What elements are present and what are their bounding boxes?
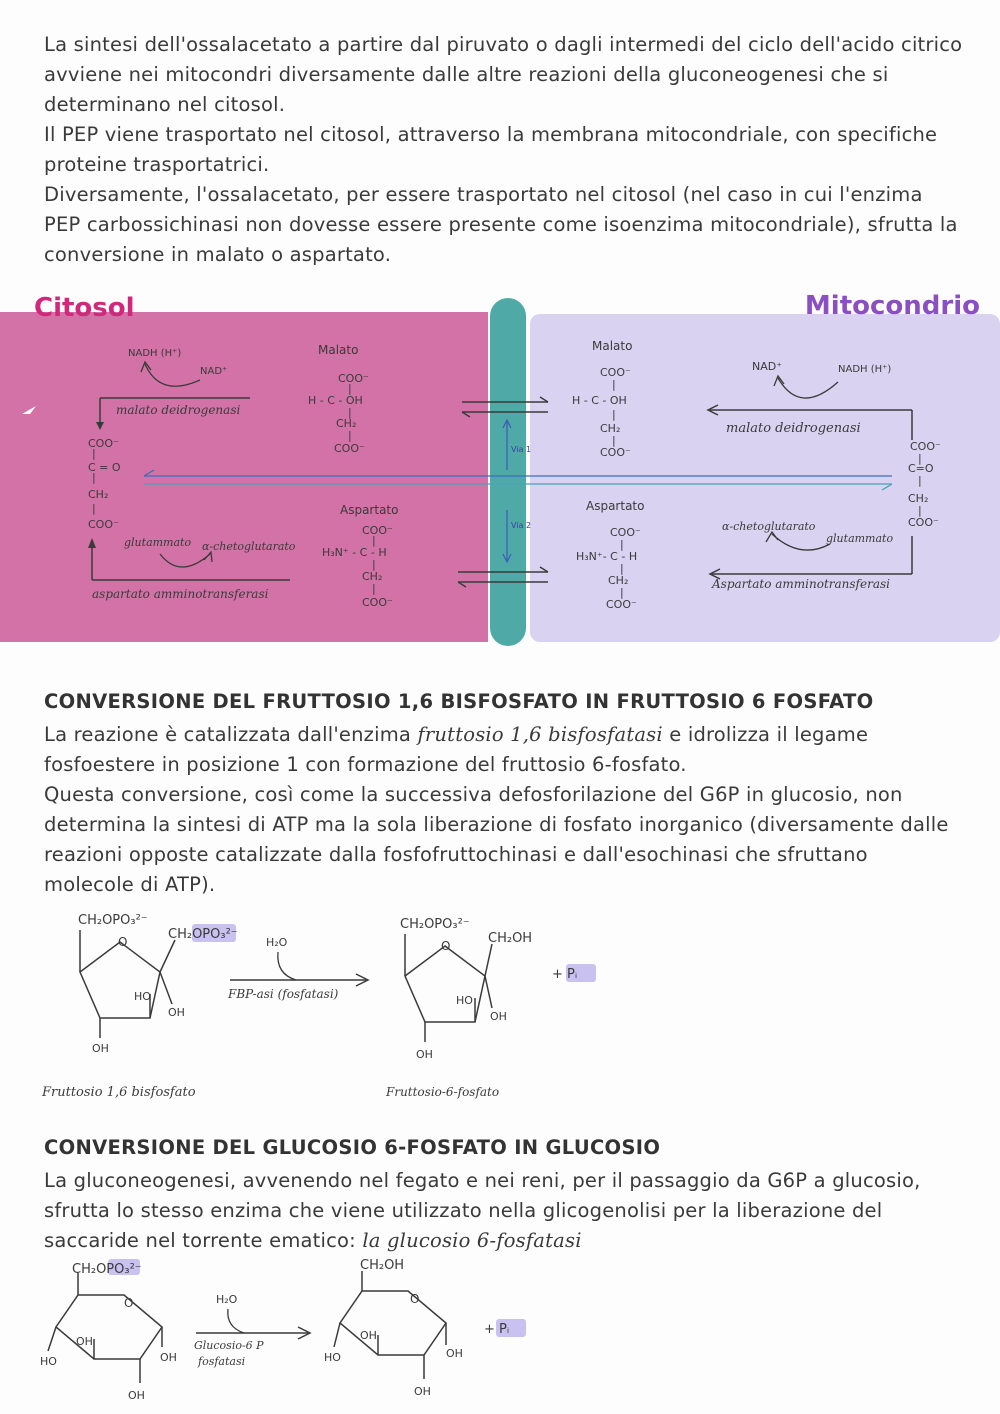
left-malato-title: Malato [318,343,359,357]
svg-text:|: | [918,474,922,487]
glucose-oh-bottom: OH [414,1385,431,1398]
glucose-c6-group: CH₂OH [360,1258,405,1273]
glucose-6-phosphatase-scheme [0,1255,1000,1410]
f6p-c1-group: CH₂OH [488,931,533,946]
right-enzyme-bottom: Aspartato amminotransferasi [712,577,890,591]
svg-text:COO⁻: COO⁻ [362,524,393,537]
svg-text:CH₂: CH₂ [88,488,109,501]
left-nad: NAD⁺ [200,366,228,377]
citosol-label: Citosol [34,293,135,323]
intro-paragraph-3: Diversamente, l'ossalacetato, per essere trasportato nel citosol (nel caso in cui l'enzima PEP carbossichinasi non dovesse essere presente come isoenzima mitocondriale), sfrutta la conversione in malato o aspartato. [44,183,958,266]
intro-text [44,30,964,270]
svg-text:|: | [612,434,616,447]
svg-text:|: | [348,382,352,395]
svg-text:H₃N⁺- C - H: H₃N⁺- C - H [576,550,638,563]
section2-heading: CONVERSIONE DEL GLUCOSIO 6-FOSFATO IN GLUCOSIO [44,1136,661,1159]
glucose-oh-inner: OH [360,1329,377,1342]
glucose-oh-right: OH [446,1347,463,1360]
f6p-ring-oxygen: O [441,939,451,953]
section2-text: La gluconeogenesi, avvenendo nel fegato e nei reni, per il passaggio da G6P a glucosio, sfrutta lo stesso enzima che viene utilizzato nella glicogenolisi per la liberazione del saccaride nel torrente ematico: la glucosio 6-fosfatasi [44,1169,921,1252]
right-chetoglutarato: α-chetoglutarato [722,520,816,533]
svg-text:|: | [348,406,352,419]
g6p-oh-right: OH [160,1351,177,1364]
svg-text:CH₂: CH₂ [908,492,929,505]
svg-text:H - C - OH: H - C - OH [308,394,363,407]
intro-paragraph-2: Il PEP viene trasportato nel citosol, attraverso la membrana mitocondriale, con specifiche proteine trasportatrici. [44,123,938,176]
svg-text:|: | [918,452,922,465]
svg-text:|: | [620,562,624,575]
fbp-plus-pi: + Pᵢ [552,967,578,982]
fbp-substrate-name: Fruttosio 1,6 bisfosfato [42,1085,196,1100]
svg-text:CH₂: CH₂ [600,422,621,435]
g6p-oh-inner: OH [76,1335,93,1348]
svg-text:|: | [92,471,96,484]
right-malato-title: Malato [592,339,633,353]
fbp-ring-oxygen: O [118,935,128,949]
svg-text:COO⁻: COO⁻ [88,437,119,450]
fbp-oh-right: OH [168,1006,185,1019]
g6p-ho-left: HO [40,1355,57,1368]
fbp-water: H₂O [266,936,288,949]
right-nad: NAD⁺ [752,360,783,373]
mitocondrio-label: Mitocondrio [804,291,980,321]
g6pase-enzyme-name: la glucosio 6-fosfatasi [362,1229,582,1252]
g6p-plus-pi: + Pᵢ [484,1322,510,1337]
svg-text:COO⁻: COO⁻ [334,442,365,455]
svg-text:CH₂: CH₂ [362,570,383,583]
svg-text:CH₂: CH₂ [608,574,629,587]
fbp-ho: HO [134,990,151,1003]
section1-text: La reazione è catalizzata dall'enzima fruttosio 1,6 bisfosfatasi e idrolizza il legame fosfoestere in posizione 1 con formazione del fruttosio 6-fosfato. Questa conversione, così come la successiva defosforilazione del G6P in glucosio, non determina la sintesi di ATP ma la sola liberazione di fosfato inorganico (diversamente dalle reazioni opposte catalizzate dalla fosfofruttochinasi e dall'esochinasi che sfruttano molecole di ATP). [44,723,949,896]
right-aspartato-title: Aspartato [586,499,645,513]
g6p-water: H₂O [216,1293,238,1306]
left-glutammato: glutammato [124,536,192,549]
g6p-enzyme-line1: Glucosio-6 P [194,1339,264,1352]
svg-text:COO⁻: COO⁻ [908,516,939,529]
fbpase-enzyme-name: fruttosio 1,6 bisfosfatasi [417,723,663,746]
svg-text:|: | [92,502,96,515]
fbp-c6-group: CH₂OPO₃²⁻ [78,913,148,928]
malate-aspartate-shuttle-diagram [0,280,1000,650]
fbp-c1-group: CH₂OPO₃²⁻ [168,927,238,942]
fructose-bisphosphatase-scheme [0,900,1000,1110]
via-2-label: Via 2 [511,521,532,530]
right-glutammato: glutammato [826,532,894,545]
svg-text:COO⁻: COO⁻ [600,446,631,459]
g6p-enzyme-line2: fosfatasi [198,1355,246,1368]
svg-text:C = O: C = O [88,461,121,474]
f6p-ho: HO [456,994,473,1007]
svg-text:COO⁻: COO⁻ [600,366,631,379]
svg-text:COO⁻: COO⁻ [338,372,369,385]
left-enzyme-bottom: aspartato amminotransferasi [92,587,269,601]
svg-text:|: | [372,582,376,595]
mitochondrial-membrane [490,298,526,646]
fbp-enzyme-label: FBP-asi (fosfatasi) [228,987,339,1001]
svg-text:|: | [612,408,616,421]
via-1-label: Via 1 [511,445,532,454]
svg-text:|: | [372,558,376,571]
left-nadh: NADH (H⁺) [128,348,182,359]
f6p-oh-bottom: OH [416,1048,433,1061]
fbp-oh-bottom: OH [92,1042,109,1055]
f6p-product-name: Fruttosio-6-fosfato [386,1085,500,1099]
svg-text:COO⁻: COO⁻ [910,440,941,453]
svg-text:|: | [348,429,352,442]
left-chetoglutarato: α-chetoglutarato [202,540,296,553]
g6p-c6-group: CH₂OPO₃²⁻ [72,1262,142,1277]
left-aspartato-title: Aspartato [340,503,399,517]
svg-text:H - C - OH: H - C - OH [572,394,627,407]
g6p-ring-oxygen: O [124,1296,134,1310]
svg-text:COO⁻: COO⁻ [88,518,119,531]
svg-text:CH₂: CH₂ [336,417,357,430]
svg-text:|: | [620,538,624,551]
svg-text:|: | [620,586,624,599]
svg-text:|: | [918,504,922,517]
f6p-oh-right: OH [490,1010,507,1023]
g6p-oh-bottom: OH [128,1389,145,1402]
glucose-ho-left: HO [324,1351,341,1364]
intro-paragraph-1: La sintesi dell'ossalacetato a partire dal piruvato o dagli intermedi del ciclo dell'acido citrico avviene nei mitocondri diversamente dalle altre reazioni della gluconeogenesi che si determinano nel citosol. [44,33,963,116]
svg-text:H₃N⁺ - C - H: H₃N⁺ - C - H [322,546,387,559]
right-nadh: NADH (H⁺) [838,364,892,375]
section1-heading: CONVERSIONE DEL FRUTTOSIO 1,6 BISFOSFATO IN FRUTTOSIO 6 FOSFATO [44,690,874,713]
svg-text:COO⁻: COO⁻ [606,598,637,611]
glucose-ring-oxygen: O [410,1292,420,1306]
svg-text:COO⁻: COO⁻ [362,596,393,609]
f6p-c6-group: CH₂OPO₃²⁻ [400,917,470,932]
svg-text:|: | [372,534,376,547]
left-enzyme-top: malato deidrogenasi [116,403,241,417]
svg-text:|: | [92,447,96,460]
svg-text:|: | [612,378,616,391]
svg-text:COO⁻: COO⁻ [610,526,641,539]
svg-text:C=O: C=O [908,462,934,475]
right-enzyme-top: malato deidrogenasi [726,421,861,436]
